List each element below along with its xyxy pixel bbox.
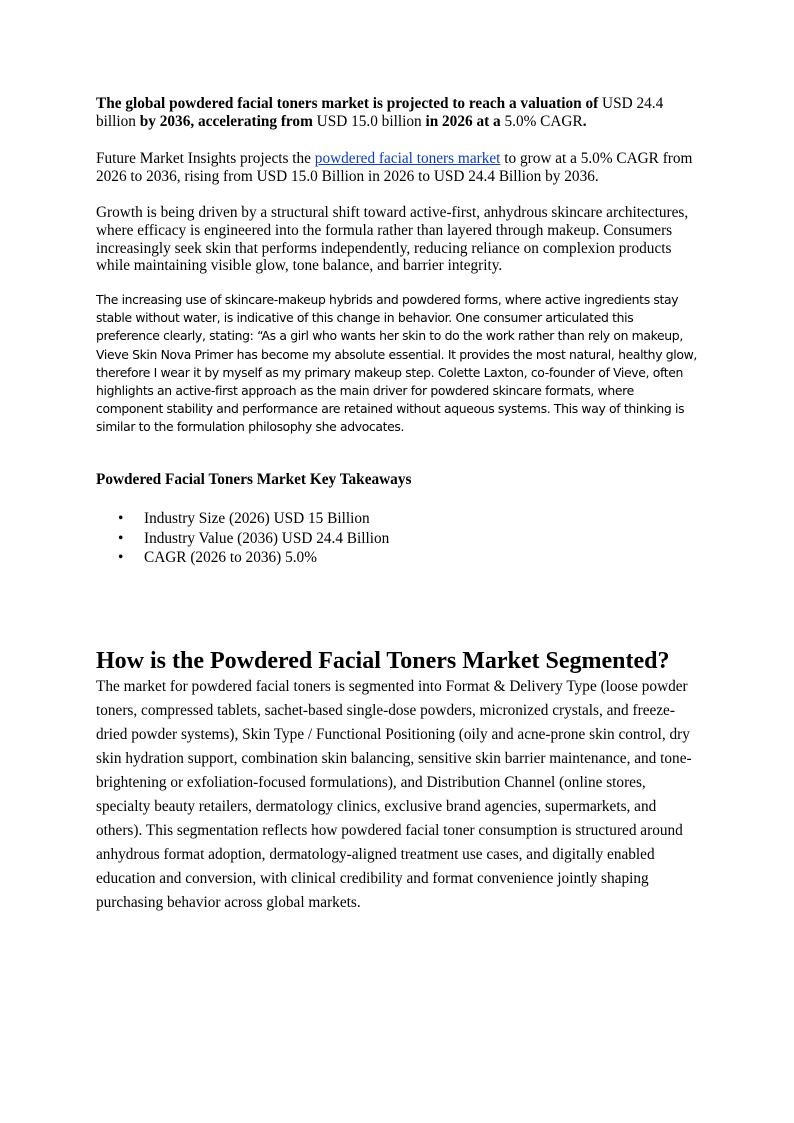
bullet-icon: • xyxy=(118,510,124,527)
takeaway-text: Industry Size (2026) USD 15 Billion xyxy=(144,510,370,527)
bullet-icon: • xyxy=(118,529,124,547)
bullet-icon: • xyxy=(118,549,124,566)
market-report-link[interactable]: powdered facial toners market xyxy=(314,150,501,167)
intro-bold-4: . xyxy=(582,113,587,130)
list-item xyxy=(96,529,389,549)
intro-bold-1: The global powdered facial toners market is projected to reach a valuation of xyxy=(96,95,599,112)
intro-value-2: USD 15.0 billion xyxy=(312,113,426,130)
intro-value-3: 5.0% CAGR xyxy=(500,113,583,130)
projection-paragraph xyxy=(96,150,700,186)
list-item xyxy=(96,548,389,568)
takeaways-list xyxy=(96,509,389,568)
document-page xyxy=(96,95,700,911)
intro-value-1: USD 24.4 billion xyxy=(96,95,664,130)
intro-bold-2: by 2036, accelerating from xyxy=(139,113,313,130)
projection-after: to grow at a 5.0% CAGR from 2026 to 2036, rising from USD 15.0 Billion in 2026 to USD 24.4 Billion by 2036. xyxy=(96,150,693,185)
intro-bold-3: in 2026 at a xyxy=(425,113,501,130)
projection-before: Future Market Insights projects the xyxy=(96,150,315,167)
segmentation-paragraph: The market for powdered facial toners is segmented into Format & Delivery Type (loose powder toners, compressed tablets, sachet-based single-dose powders, micronized crystals, and freeze-dried powder systems), Skin Type / Functional Positioning (oily and acne-prone skin control, dry skin hydration support, combination skin balancing, sensitive skin barrier maintenance, and tone-brightening or exfoliation-focused formulations), and Distribution Channel (online stores, specialty beauty retailers, dermatology clinics, exclusive brand agencies, supermarkets, and others). This segmentation reflects how powdered facial toner consumption is structured around anhydrous format adoption, dermatology-aligned treatment use cases, and digitally enabled education and conversion, with clinical credibility and format convenience jointly shaping purchasing behavior across global markets. xyxy=(96,678,692,911)
segmentation-heading: How is the Powdered Facial Toners Market Segmented? xyxy=(96,648,670,674)
takeaway-text: Industry Value (2036) USD 24.4 Billion xyxy=(144,529,390,547)
consumer-quote-paragraph: The increasing use of skincare-makeup hybrids and powdered forms, where active ingredients stay stable without water, is indicative of this change in behavior. One consumer articulated this preference clearly, stating: “As a girl who wants her skin to do the work rather than rely on makeup, Vieve Skin Nova Primer has become my absolute essential. It provides the most natural, healthy glow, therefore I wear it by myself as my primary makeup step. Colette Laxton, co-founder of Vieve, often highlights an active-first approach as the main driver for powdered skincare formats, where component stability and performance are retained without aqueous systems. This way of thinking is similar to the formulation philosophy she advocates. xyxy=(96,292,697,435)
takeaways-heading: Powdered Facial Toners Market Key Takeaways xyxy=(96,471,412,488)
growth-paragraph: Growth is being driven by a structural shift toward active-first, anhydrous skincare architectures, where efficacy is engineered into the formula rather than layered through makeup. Consumers increasingly seek skin that performs independently, reducing reliance on complexion products while maintaining visible glow, tone balance, and barrier integrity. xyxy=(96,204,689,275)
intro-paragraph xyxy=(96,95,696,131)
takeaway-text: CAGR (2026 to 2036) 5.0% xyxy=(144,549,317,566)
list-item xyxy=(96,509,389,529)
